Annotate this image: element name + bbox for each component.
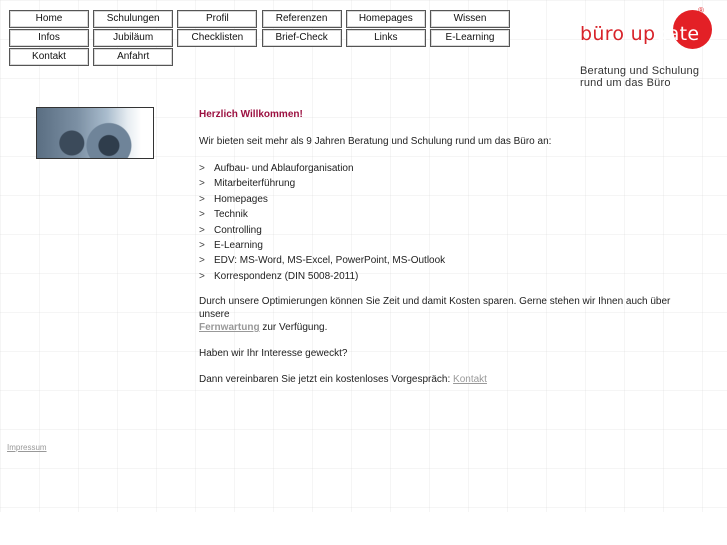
service-label: Technik bbox=[214, 209, 248, 221]
bullet-arrow-icon: > bbox=[199, 270, 205, 282]
intro-text: Wir bieten seit mehr als 9 Jahren Beratung und Schulung rund um das Büro an: bbox=[199, 136, 552, 147]
nav-button-infos[interactable]: Infos bbox=[9, 29, 89, 47]
service-label: Mitarbeiterführung bbox=[214, 178, 296, 190]
gears-image bbox=[36, 107, 154, 159]
nav-button-brief-check[interactable]: Brief-Check bbox=[262, 29, 342, 47]
logo-tagline bbox=[580, 65, 699, 89]
service-label: Aufbau- und Ablauforganisation bbox=[214, 163, 354, 174]
service-label: EDV: MS-Word, MS-Excel, PowerPoint, MS-Outlook bbox=[214, 255, 446, 267]
optimization-suffix: zur Verfügung. bbox=[262, 322, 328, 334]
registered-mark: ® bbox=[698, 6, 704, 15]
bullet-arrow-icon: > bbox=[199, 239, 205, 251]
service-item bbox=[199, 254, 699, 269]
service-item bbox=[199, 270, 699, 285]
bullet-arrow-icon: > bbox=[199, 163, 205, 174]
bullet-arrow-icon: > bbox=[199, 193, 205, 205]
nav-button-checklisten[interactable]: Checklisten bbox=[177, 29, 257, 47]
logo-wordmark bbox=[580, 23, 699, 45]
cta-text: Dann vereinbaren Sie jetzt ein kostenloses Vorgespräch: bbox=[199, 374, 451, 386]
nav-button-referenzen[interactable]: Referenzen bbox=[262, 10, 342, 28]
bullet-arrow-icon: > bbox=[199, 209, 205, 221]
service-item bbox=[199, 208, 699, 223]
logo[interactable] bbox=[578, 6, 718, 88]
tagline-line-1: Beratung und Schulung bbox=[580, 65, 700, 77]
service-label: Korrespondenz (DIN 5008-2011) bbox=[214, 270, 359, 282]
nav-button-profil[interactable]: Profil bbox=[177, 10, 257, 28]
nav-button-kontakt[interactable]: Kontakt bbox=[9, 48, 89, 66]
welcome-heading: Herzlich Willkommen! bbox=[199, 109, 303, 120]
service-item bbox=[199, 224, 699, 239]
service-item bbox=[199, 193, 699, 208]
fernwartung-link[interactable]: Fernwartung bbox=[199, 322, 260, 334]
logo-word-buero-up: büro up bbox=[580, 23, 656, 45]
service-label: E-Learning bbox=[214, 239, 263, 251]
optimization-text: Durch unsere Optimierungen können Sie Zeit und damit Kosten sparen. Gerne stehen wir Ihnen auch über unsere bbox=[199, 296, 671, 321]
service-label: Homepages bbox=[214, 193, 268, 205]
bullet-arrow-icon: > bbox=[199, 255, 205, 267]
nav-button-schulungen[interactable]: Schulungen bbox=[93, 10, 173, 28]
logo-word-date: date bbox=[655, 23, 700, 45]
cta-paragraph bbox=[199, 373, 699, 386]
bullet-arrow-icon: > bbox=[199, 224, 205, 236]
nav-button-wissen[interactable]: Wissen bbox=[430, 10, 510, 28]
bullet-arrow-icon: > bbox=[199, 178, 205, 190]
main-content bbox=[199, 108, 699, 386]
interest-question: Haben wir Ihr Interesse geweckt? bbox=[199, 348, 348, 360]
service-item bbox=[199, 177, 699, 192]
nav-button-e-learning[interactable]: E-Learning bbox=[430, 29, 510, 47]
tagline-line-2: rund um das Büro bbox=[580, 77, 671, 89]
page-bottom-blank bbox=[0, 512, 727, 545]
service-item bbox=[199, 239, 699, 254]
optimization-paragraph bbox=[199, 295, 699, 334]
impressum-link[interactable]: Impressum bbox=[7, 443, 47, 452]
service-item bbox=[199, 162, 699, 177]
nav-button-anfahrt[interactable]: Anfahrt bbox=[93, 48, 173, 66]
nav-button-links[interactable]: Links bbox=[346, 29, 426, 47]
service-label: Controlling bbox=[214, 224, 262, 236]
nav-button-jubiläum[interactable]: Jubiläum bbox=[93, 29, 173, 47]
contact-link[interactable]: Kontakt bbox=[453, 374, 487, 386]
nav-button-home[interactable]: Home bbox=[9, 10, 89, 28]
services-list bbox=[199, 162, 699, 285]
nav-button-homepages[interactable]: Homepages bbox=[346, 10, 426, 28]
